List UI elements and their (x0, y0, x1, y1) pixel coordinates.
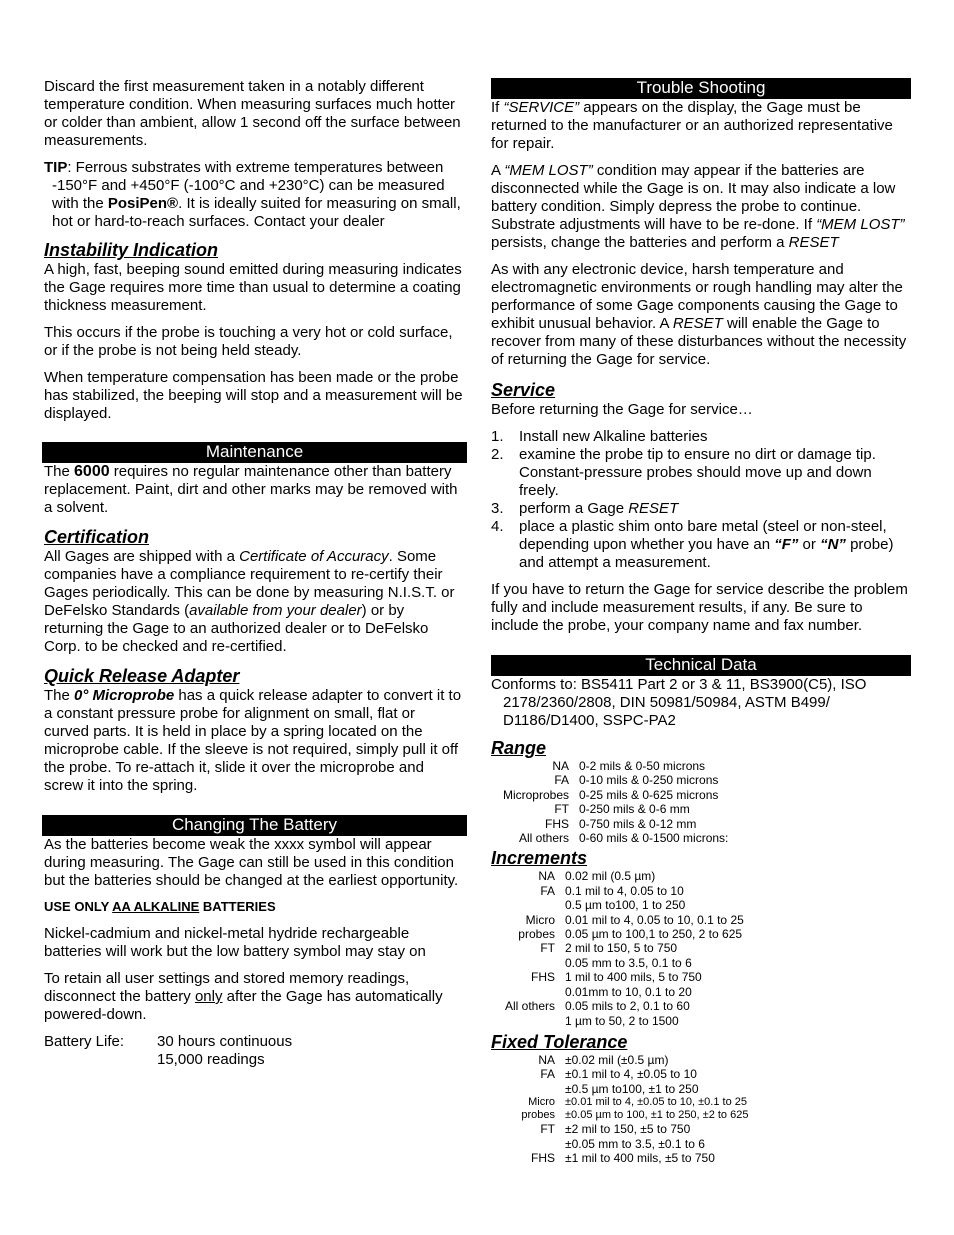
service-message: “SERVICE” (503, 99, 580, 116)
trouble-p2-text-3: persists, change the batteries and perform a (491, 234, 789, 251)
spec-row (495, 1137, 715, 1151)
spec-row (495, 1151, 715, 1165)
spec-row (491, 759, 728, 773)
increments-heading: Increments (491, 848, 588, 869)
tip-text-end: . It is ideally suited for measuring on small, hot or hard-to-reach surfaces. Contact your dealer (52, 195, 461, 230)
right-column (491, 78, 911, 1168)
maintenance-text-end: requires no regular maintenance other than battery replacement. Paint, dirt and other marks may be removed with a solvent. (44, 463, 458, 516)
spec-key (495, 985, 565, 999)
spec-row (495, 1067, 699, 1081)
spec-value: 0.02 mil (0.5 µm) (565, 869, 656, 884)
spec-row (495, 941, 744, 955)
microprobe-name: 0° Microprobe (74, 687, 175, 704)
spec-row (495, 970, 744, 984)
spec-key: NA (552, 759, 569, 773)
spec-key: FT (554, 802, 569, 817)
maintenance-text: The (44, 463, 75, 480)
battery-bar: Changing The Battery (42, 815, 467, 836)
battery-p3 (44, 970, 464, 1024)
spec-value: 0-10 mils & 0-250 microns (579, 773, 719, 788)
posipen-name: PosiPen® (107, 195, 179, 212)
battery-p2: Nickel-cadmium and nickel-metal hydride rechargeable batteries will work but the low battery symbol may stay on (44, 925, 426, 960)
spec-row (495, 1109, 748, 1122)
service-steps (491, 428, 911, 572)
spec-row (491, 788, 728, 802)
available-from-dealer: available from your dealer (189, 602, 362, 619)
service-step (491, 446, 911, 500)
reset-word: RESET (788, 234, 839, 251)
trouble-p2-text: A (491, 162, 505, 179)
certification-paragraph (44, 548, 464, 656)
n-probe: “N” (820, 536, 846, 553)
service-return-paragraph: If you have to return the Gage for service describe the problem fully and include measurement results, if any. Be sure to include the probe, your company name and fax number. (491, 581, 908, 634)
spec-value: ±0.01 mil to 4, ±0.05 to 10, ±0.1 to 25 (565, 1096, 747, 1109)
tip-paragraph (44, 159, 464, 231)
maintenance-bar: Maintenance (42, 442, 467, 463)
quick-text-end: has a quick release adapter to convert it to a constant pressure probe for alignment on small, flat or curved parts. It is held in place by a spring located on the microprobe cable. If the sleeve is not required, simply pull it off the probe. To re-attach it, slide it over the microprobe and screw it into the spring. (44, 687, 462, 794)
spec-key: FA (554, 773, 569, 788)
step-number: 2. (491, 446, 504, 463)
quick-release-heading: Quick Release Adapter (44, 666, 240, 686)
spec-value: ±2 mil to 150, ±5 to 750 (565, 1122, 691, 1137)
spec-key: Microprobes (502, 787, 569, 802)
step-number: 3. (491, 500, 504, 517)
spec-value: 1 mil to 400 mils, 5 to 750 (565, 970, 702, 985)
spec-row (495, 927, 744, 941)
spec-row (495, 898, 744, 912)
trouble-p1-text: If (491, 99, 504, 116)
spec-value: ±0.02 mil (±0.5 µm) (565, 1052, 669, 1067)
spec-key: probes (521, 1109, 555, 1122)
battery-life-label: Battery Life: (44, 1033, 125, 1050)
spec-row (495, 999, 744, 1013)
cert-text-3: ) or by returning the Gage to an authorized dealer or to DeFelsko Corp. to be checked and re-certified. (44, 602, 429, 655)
use-only-text: USE ONLY (44, 899, 113, 914)
spec-row (495, 1096, 748, 1109)
spec-key: NA (538, 869, 555, 884)
mem-lost-message-2: “MEM LOST” (816, 216, 905, 233)
tolerance-table-a (495, 1053, 699, 1096)
aa-alkaline-text: AA ALKALINE (112, 899, 200, 914)
spec-row (491, 802, 728, 816)
spec-key: All others (518, 831, 569, 846)
trouble-p2-text-2: condition may appear if the batteries are disconnected while the Gage is on. It may also indicate a low battery condition. Simply depress the probe to continue. Substrate adjustments will have to be re-done. If (491, 162, 896, 233)
battery-p1: As the batteries become weak the xxxx symbol will appear during measuring. The Gage can still be used in this condition but the batteries should be changed at the earliest opportunity. (44, 836, 459, 889)
spec-value: 0.01mm to 10, 0.1 to 20 (565, 984, 692, 999)
spec-key (495, 898, 565, 912)
step-number: 4. (491, 518, 504, 535)
spec-value: 0.05 mm to 3.5, 0.1 to 6 (565, 955, 692, 970)
spec-row (495, 1122, 715, 1136)
instability-heading: Instability Indication (44, 240, 219, 260)
spec-row (491, 831, 728, 845)
certification-heading: Certification (44, 527, 150, 547)
battery-life (44, 1033, 464, 1069)
tolerance-table-c (495, 1122, 715, 1165)
spec-value: 0-750 mils & 0-12 mm (579, 816, 697, 831)
tolerance-table-b (495, 1096, 748, 1122)
increments-table (495, 869, 744, 1027)
cert-text: All Gages are shipped with a (44, 548, 240, 565)
spec-key: FA (540, 883, 555, 898)
spec-key: FA (540, 1067, 555, 1082)
temperature-paragraph: Discard the first measurement taken in a notably different temperature condition. When measuring surfaces much hotter or colder than ambient, allow 1 second off the surface between measurements. (44, 78, 461, 149)
trouble-p3-text: As with any electronic device, harsh temperature and electromagnetic environments or rough handling may alter the performance of some Gage components causing the Gage to exhibit unusual behavior. A (491, 261, 903, 332)
conforms-paragraph: Conforms to: BS5411 Part 2 or 3 & 11, BS3900(C5), ISO 2178/2360/2808, DIN 50981/50984, ASTM B499/ D1186/D1400, SSPC-PA2 (491, 676, 867, 729)
spec-key (495, 1137, 565, 1151)
service-step (491, 428, 911, 446)
spec-row (495, 1082, 699, 1096)
spec-value: 0.05 µm to 100,1 to 250, 2 to 625 (565, 927, 743, 942)
spec-value: ±0.5 µm to100, ±1 to 250 (565, 1081, 699, 1096)
reset-word-2: RESET (672, 315, 723, 332)
spec-row (495, 884, 744, 898)
step-text: examine the probe tip to ensure no dirt or damage tip. Constant-pressure probes should move up and down freely. (519, 446, 876, 499)
spec-row (495, 913, 744, 927)
technical-data-bar: Technical Data (491, 655, 911, 676)
step-text: perform a Gage (519, 500, 629, 517)
range-table (491, 759, 728, 845)
spec-value: ±0.1 mil to 4, ±0.05 to 10 (565, 1067, 697, 1082)
instability-p2: This occurs if the probe is touching a very hot or cold surface, or if the probe is not being held steady. (44, 324, 453, 359)
spec-key: FHS (545, 816, 569, 831)
spec-value: ±0.05 mm to 3.5, ±0.1 to 6 (565, 1136, 705, 1151)
quick-text: The (44, 687, 75, 704)
service-step (491, 500, 911, 518)
battery-life-hours: 30 hours continuous (157, 1033, 293, 1050)
certificate-of-accuracy: Certificate of Accuracy (239, 548, 389, 565)
step-text: Install new Alkaline batteries (519, 428, 708, 445)
spec-value: 0.5 µm to100, 1 to 250 (565, 898, 686, 913)
spec-key: FT (540, 941, 555, 956)
trouble-p3 (491, 261, 911, 369)
battery-life-readings: 15,000 readings (157, 1051, 265, 1068)
spec-value: 2 mil to 150, 5 to 750 (565, 941, 678, 956)
service-heading: Service (491, 380, 556, 400)
spec-row (495, 985, 744, 999)
only-text: only (194, 988, 223, 1005)
instability-p1: A high, fast, beeping sound emitted during measuring indicates the Gage requires more time than usual to determine a coating thickness measurement. (44, 261, 462, 314)
spec-row (495, 1053, 699, 1067)
f-probe: “F” (774, 536, 799, 553)
spec-value: 0.1 mil to 4, 0.05 to 10 (565, 883, 684, 898)
spec-row (491, 817, 728, 831)
cert-text-2: . Some companies have a compliance requirement to re-certify their Gages periodically. This can be done by measuring N.I.S.T. or DeFelsko Standards ( (44, 548, 455, 619)
step-text: place a plastic shim onto bare metal (steel or non-steel, depending upon whether you have an (519, 518, 887, 553)
spec-key: NA (538, 1052, 555, 1067)
spec-key: probes (518, 927, 555, 942)
spec-key: FT (540, 1122, 555, 1137)
spec-value: 0-60 mils & 0-1500 microns: (579, 831, 729, 846)
spec-row (495, 956, 744, 970)
trouble-shooting-bar: Trouble Shooting (491, 78, 911, 99)
model-number: 6000 (74, 463, 110, 480)
service-step (491, 518, 911, 572)
spec-key (495, 1014, 565, 1028)
spec-value: 0.05 mils to 2, 0.1 to 60 (565, 999, 690, 1014)
spec-row (495, 869, 744, 883)
spec-value: 0-250 mils & 0-6 mm (579, 802, 690, 817)
spec-value: 0-25 mils & 0-625 microns (579, 787, 719, 802)
mem-lost-message: “MEM LOST” (504, 162, 593, 179)
battery-p3-text: To retain all user settings and stored memory readings, disconnect the battery (44, 970, 410, 1005)
reset-word-3: RESET (628, 500, 679, 517)
trouble-p1-end: appears on the display, the Gage must be returned to the manufacturer or an authorized representative for repair. (491, 99, 893, 152)
service-intro: Before returning the Gage for service… (491, 401, 753, 418)
battery-p3-end: after the Gage has automatically powered-down. (44, 988, 443, 1023)
batteries-text: BATTERIES (199, 899, 276, 914)
or-text: or (798, 536, 821, 553)
battery-life-values (157, 1033, 292, 1069)
tip-label: TIP (44, 159, 68, 176)
spec-key: FHS (531, 970, 555, 985)
tip-text: : Ferrous substrates with extreme temperatures between -150°F and +450°F (-100°C and +230°C) can be measured with the (52, 159, 445, 212)
step-number: 1. (491, 428, 504, 445)
trouble-p3-end: will enable the Gage to recover from many of these disturbances without the necessity of returning the Gage for service. (491, 315, 907, 368)
trouble-p1 (491, 99, 911, 153)
step-text-end: probe) and attempt a measurement. (519, 536, 894, 571)
spec-key: Micro (528, 1096, 555, 1109)
spec-value: ±0.05 µm to 100, ±1 to 250, ±2 to 625 (565, 1109, 749, 1122)
spec-key (495, 1082, 565, 1096)
quick-release-paragraph (44, 687, 464, 795)
spec-row (495, 1014, 744, 1028)
spec-key: Micro (525, 912, 555, 927)
instability-p3: When temperature compensation has been made or the probe has stabilized, the beeping will stop and a measurement will be displayed. (44, 369, 463, 422)
spec-key (495, 956, 565, 970)
left-column (44, 78, 464, 1069)
spec-key: FHS (531, 1150, 555, 1165)
fixed-tolerance-heading: Fixed Tolerance (491, 1031, 628, 1052)
trouble-p2 (491, 162, 911, 252)
spec-value: 0.01 mil to 4, 0.05 to 10, 0.1 to 25 (565, 912, 744, 927)
spec-value: ±1 mil to 400 mils, ±5 to 750 (565, 1150, 715, 1165)
spec-value: 0-2 mils & 0-50 microns (579, 759, 706, 773)
spec-key: All others (504, 999, 555, 1014)
spec-value: 1 µm to 50, 2 to 1500 (565, 1013, 679, 1028)
spec-row (491, 773, 728, 787)
maintenance-paragraph (44, 463, 464, 517)
range-heading: Range (491, 738, 547, 758)
battery-warning (44, 898, 464, 916)
